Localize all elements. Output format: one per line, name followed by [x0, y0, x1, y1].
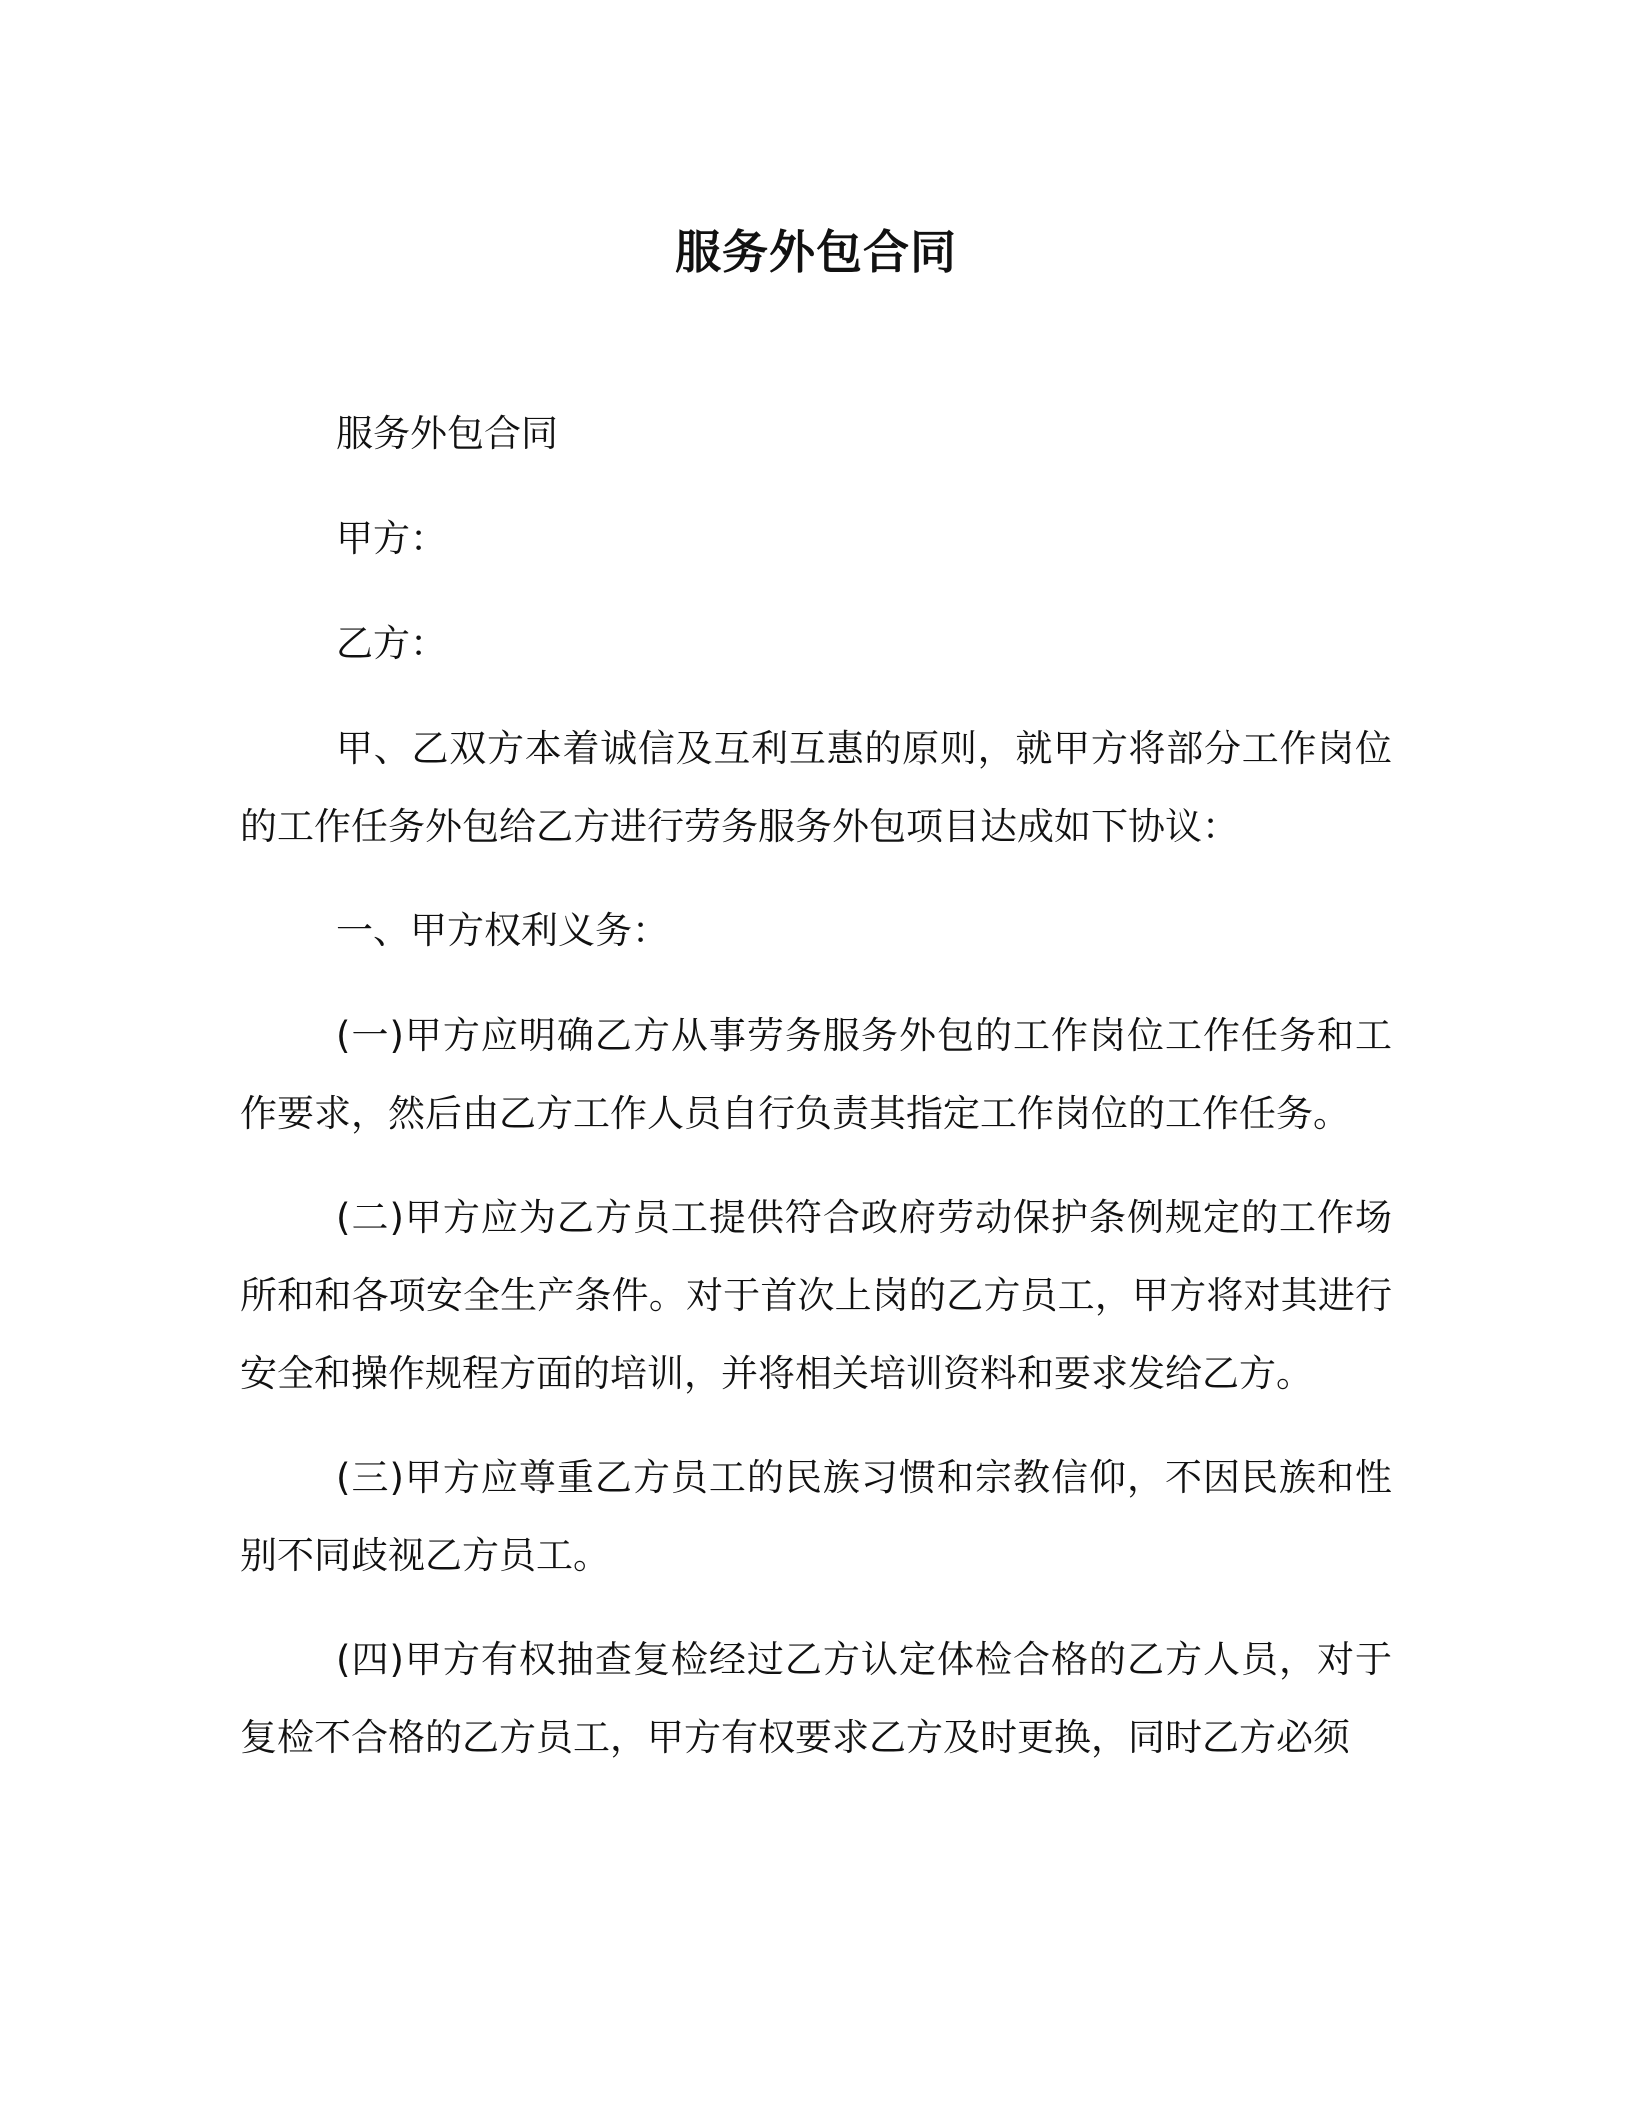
paragraph-heading-repeat: 服务外包合同: [336, 412, 558, 455]
paragraph-clause-1: (一)甲方应明确乙方从事劳务服务外包的工作岗位工作任务和工作要求，然后由乙方工作人员自行负责其指定工作岗位的工作任务。: [240, 1014, 1392, 1135]
paragraph-clause-2: (二)甲方应为乙方员工提供符合政府劳动保护条例规定的工作场所和和各项安全生产条件。对于首次上岗的乙方员工，甲方将对其进行安全和操作规程方面的培训，并将相关培训资料和要求发给乙方。: [240, 1196, 1392, 1395]
paragraph-clause-4: (四)甲方有权抽查复检经过乙方认定体检合格的乙方人员，对于复检不合格的乙方员工，甲方有权要求乙方及时更换，同时乙方必须: [240, 1638, 1392, 1759]
paragraph-party-b: 乙方：: [336, 622, 447, 665]
paragraph-party-a: 甲方：: [336, 517, 447, 560]
paragraph-preamble: 甲、乙双方本着诚信及互利互惠的原则，就甲方将部分工作岗位的工作任务外包给乙方进行劳务服务外包项目达成如下协议：: [240, 727, 1392, 848]
paragraph-section-heading: 一、甲方权利义务：: [336, 909, 669, 952]
paragraph-clause-3: (三)甲方应尊重乙方员工的民族习惯和宗教信仰，不因民族和性别不同歧视乙方员工。: [240, 1456, 1392, 1577]
document-title: 服务外包合同: [675, 225, 957, 279]
document-body: [240, 395, 1392, 1803]
